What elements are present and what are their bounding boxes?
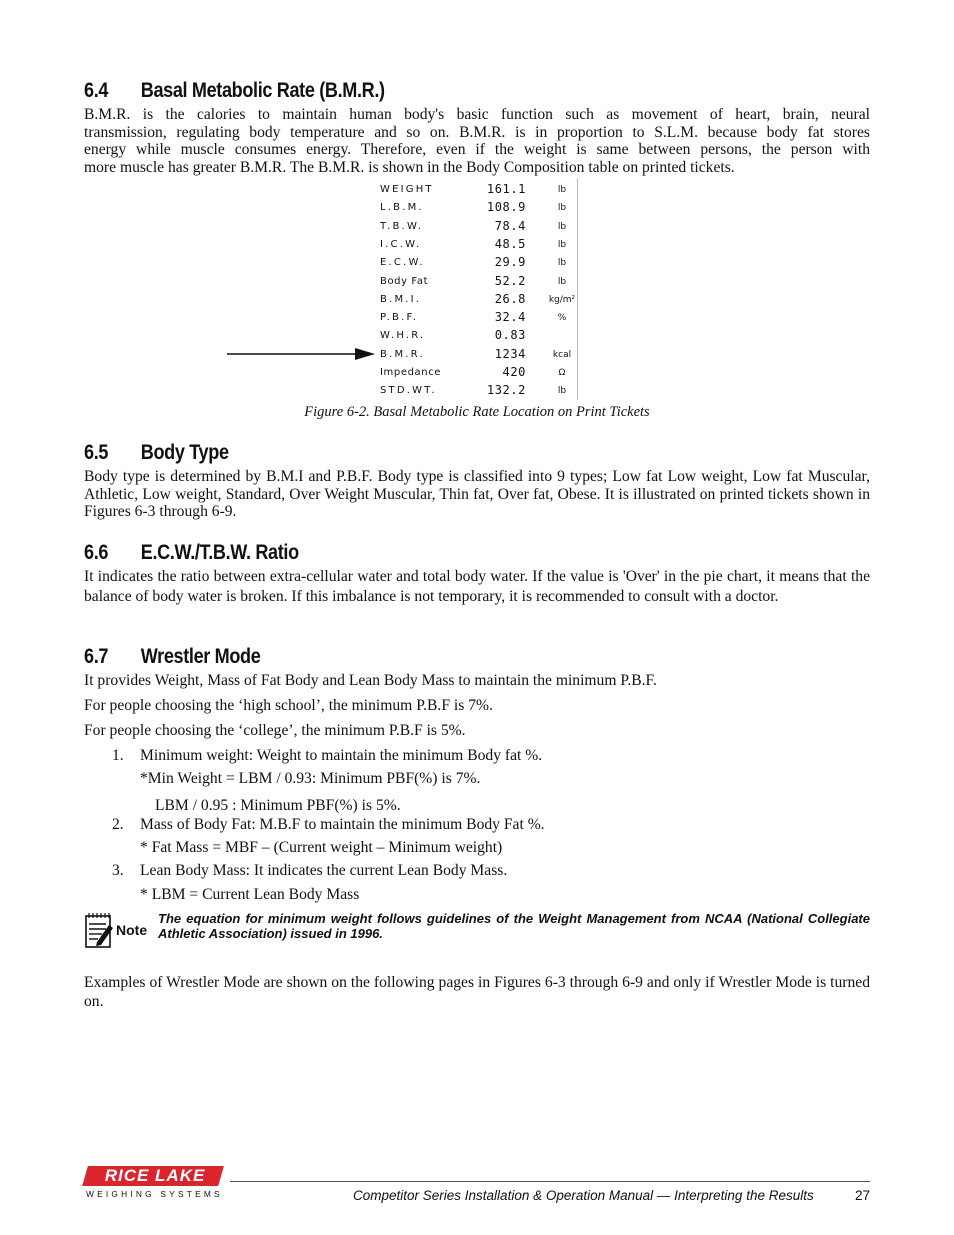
ticket-value: 0.83	[494, 328, 526, 342]
ticket-unit: %	[557, 313, 567, 323]
ticket-row	[380, 200, 576, 216]
paragraph-line: transmission, regulating body temperature and so on. B.M.R. is in proportion to S.L.M. because body fat stores	[84, 123, 870, 141]
ticket-label: STD.WT.	[380, 385, 437, 396]
ticket-value: 52.2	[494, 274, 526, 288]
ticket-row	[380, 182, 576, 198]
figure-caption: Figure 6-2. Basal Metabolic Rate Location on Print Tickets	[304, 404, 650, 420]
ticket-unit: lb	[557, 386, 567, 396]
paragraph-line: more muscle has greater B.M.R. The B.M.R. is shown in the Body Composition table on printed tickets.	[84, 158, 735, 176]
ticket-row	[380, 219, 576, 235]
ticket-label: Impedance	[380, 367, 442, 378]
ticket-label: B.M.R.	[380, 349, 425, 360]
bmr-paragraph	[84, 106, 870, 176]
ticket-row	[380, 237, 576, 253]
note-text: The equation for minimum weight follows guidelines of the Weight Management from NCAA (National Collegiate Athletic Association) issued in 1996.	[158, 911, 870, 941]
ticket-label: W.H.R.	[380, 330, 426, 341]
ticket-value: 48.5	[494, 237, 526, 251]
ticket-unit: lb	[557, 185, 567, 195]
paragraph-line: B.M.R. is the calories to maintain human body's basic function such as movement of heart, brain, neural	[84, 106, 870, 123]
list-item-number: 1.	[112, 747, 124, 764]
ticket-value: 1234	[494, 347, 526, 361]
footer-manual-title: Competitor Series Installation & Operation Manual — Interpreting the Results	[353, 1188, 814, 1203]
list-item-number: 2.	[112, 816, 124, 833]
ticket-row	[380, 365, 576, 381]
section-number: 6.7	[84, 645, 109, 668]
bmr-pointer-arrow	[227, 346, 367, 362]
ecw-tbw-paragraph: It indicates the ratio between extra-cellular water and total body water. If the value is 'Over' in the pie chart, it means that the balance of body water is broken. If this imbalance is not temporary, it is recommended to consult with a doctor.	[84, 568, 870, 605]
footer-rule	[230, 1181, 870, 1182]
ticket-unit: lb	[557, 277, 567, 287]
section-heading-wrestler	[84, 645, 260, 669]
ticket-label: I.C.W.	[380, 239, 422, 250]
list-item-formula: * Fat Mass = MBF – (Current weight – Minimum weight)	[140, 839, 503, 856]
section-title: Body Type	[140, 441, 229, 464]
section-heading-ecw-tbw	[84, 541, 299, 565]
ticket-row	[380, 383, 576, 399]
ticket-row	[380, 347, 576, 363]
notepad-icon	[84, 911, 114, 949]
ticket-value: 78.4	[494, 219, 526, 233]
section-number: 6.6	[84, 541, 109, 564]
ticket-unit: Ω	[558, 368, 566, 378]
wrestler-high-school: For people choosing the ‘high school’, the minimum P.B.F is 7%.	[84, 697, 493, 714]
ticket-value: 132.2	[486, 383, 526, 397]
ticket-value: 32.4	[494, 310, 526, 324]
ticket-label: Body Fat	[380, 276, 429, 287]
ticket-row	[380, 328, 576, 344]
ticket-unit: lb	[557, 203, 567, 213]
ticket-value: 26.8	[494, 292, 526, 306]
ticket-value: 108.9	[486, 200, 526, 214]
wrestler-intro: It provides Weight, Mass of Fat Body and Lean Body Mass to maintain the minimum P.B.F.	[84, 672, 657, 689]
ticket-label: T.B.W.	[380, 221, 424, 232]
ticket-row	[380, 310, 576, 326]
ticket-label: B.M.I.	[380, 294, 422, 305]
logo-subtext: WEIGHING SYSTEMS	[86, 1189, 223, 1199]
section-title: E.C.W./T.B.W. Ratio	[140, 541, 299, 564]
list-item-number: 3.	[112, 862, 124, 879]
section-number: 6.5	[84, 441, 109, 464]
ticket-unit: lb	[557, 258, 567, 268]
ticket-row	[380, 255, 576, 271]
section-heading-bmr	[84, 79, 385, 103]
rice-lake-logo	[84, 1166, 224, 1202]
ticket-value: 420	[502, 365, 526, 379]
wrestler-examples: Examples of Wrestler Mode are shown on the following pages in Figures 6-3 through 6-9 and only if Wrestler Mode is turned on.	[84, 974, 870, 1010]
list-item-text: Minimum weight: Weight to maintain the minimum Body fat %.	[140, 747, 543, 764]
ticket-row	[380, 274, 576, 290]
ticket-label: WEIGHT	[380, 184, 434, 195]
page-number: 27	[854, 1188, 870, 1203]
ticket-unit: lb	[557, 240, 567, 250]
ticket-label: P.B.F.	[380, 312, 419, 323]
print-ticket-figure	[380, 182, 580, 404]
ticket-value: 29.9	[494, 255, 526, 269]
ticket-unit: kcal	[552, 350, 572, 360]
section-heading-body-type	[84, 441, 229, 465]
logo-text: RICE LAKE	[104, 1166, 206, 1185]
section-title: Basal Metabolic Rate (B.M.R.)	[140, 79, 385, 102]
list-item-formula: *Min Weight = LBM / 0.93: Minimum PBF(%) is 7%.	[140, 770, 481, 787]
list-item-text: Lean Body Mass: It indicates the current Lean Body Mass.	[140, 862, 508, 879]
list-item-text: Mass of Body Fat: M.B.F to maintain the minimum Body Fat %.	[140, 816, 545, 833]
body-type-paragraph: Body type is determined by B.M.I and P.B.F. Body type is classified into 9 types; Low fat Low weight, Low fat Muscular, Athletic, Low weight, Standard, Over Weight Muscular, Thin fat, Over fat, Obese. It is illustrated on printed tickets shown in Figures 6-3 through 6-9.	[84, 468, 870, 520]
list-item-formula: * LBM = Current Lean Body Mass	[140, 886, 360, 903]
ticket-label: L.B.M.	[380, 202, 424, 213]
section-title: Wrestler Mode	[140, 645, 261, 668]
paragraph-line: energy while muscle consumes energy. Therefore, even if the weight is same between persons, the person with	[84, 141, 870, 158]
ticket-unit: kg/m²	[548, 295, 576, 305]
ticket-row	[380, 292, 576, 308]
wrestler-college: For people choosing the ‘college’, the minimum P.B.F is 5%.	[84, 722, 466, 739]
ticket-label: E.C.W.	[380, 257, 425, 268]
section-number: 6.4	[84, 79, 109, 102]
note-box	[84, 911, 154, 949]
ticket-unit: lb	[557, 222, 567, 232]
list-item-formula: LBM / 0.95 : Minimum PBF(%) is 5%.	[155, 797, 401, 814]
note-label: Note	[116, 922, 148, 938]
ticket-value: 161.1	[486, 182, 526, 196]
